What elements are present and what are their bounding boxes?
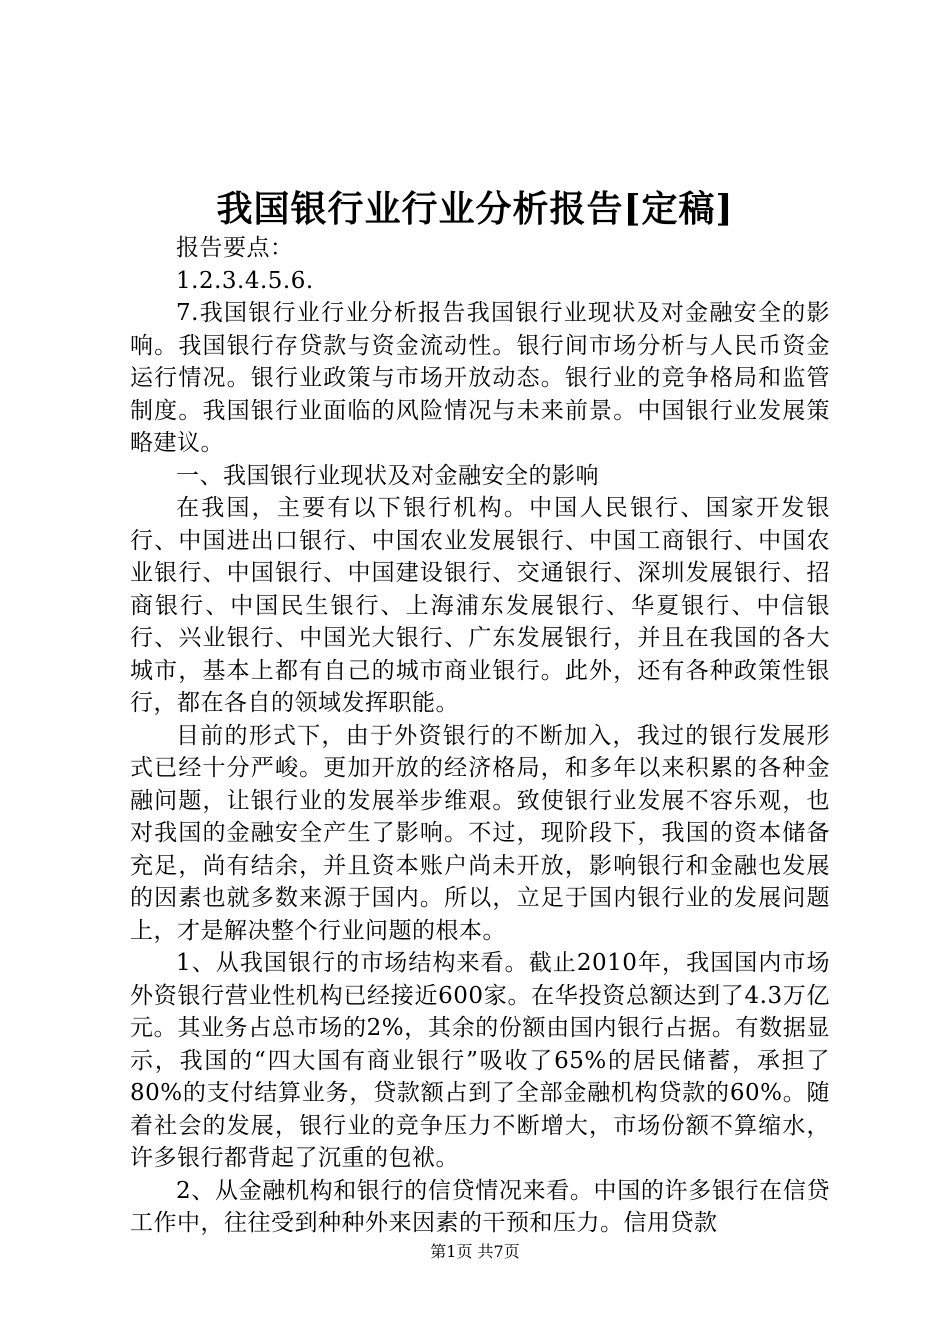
document-title: 我国银行业行业分析报告[定稿]: [216, 188, 734, 230]
paragraph-bank-institutions: 在我国，主要有以下银行机构。中国人民银行、国家开发银行、中国进出口银行、中国农业发展银行、中国工商银行、中国农业银行、中国银行、中国建设银行、交通银行、深圳发展银行、招商银行、中国民生银行、上海浦东发展银行、华夏银行、中信银行、兴业银行、中国光大银行、广东发展银行，并且在我国的各大城市，基本上都有自己的城市商业银行。此外，还有各种政策性银行，都在各自的领域发挥职能。: [130, 495, 830, 716]
page-footer: 第1页 共7页: [430, 1242, 520, 1261]
section-heading-1: 一、我国银行业现状及对金融安全的影响: [176, 462, 599, 489]
paragraph-summary: 7.我国银行业行业分析报告我国银行业现状及对金融安全的影响。我国银行存贷款与资金流动性。银行间市场分析与人民币资金运行情况。银行业政策与市场开放动态。银行业的竞争格局和监管制度。我国银行业面临的风险情况与未来前景。中国银行业发展策略建议。: [130, 300, 830, 456]
document-body: [130, 232, 830, 1240]
paragraph-market-structure: 1、从我国银行的市场结构来看。截止2010年，我国国内市场外资银行营业性机构已经接近600家。在华投资总额达到了4.3万亿元。其业务占总市场的2%，其余的份额由国内银行占据。有数据显示，我国的“四大国有商业银行”吸收了65%的居民储蓄，承担了80%的支付结算业务，贷款额占到了全部金融机构贷款的60%。随着社会的发展，银行业的竞争压力不断增大，市场份额不算缩水，许多银行都背起了沉重的包袱。: [130, 950, 830, 1171]
paragraph-current-situation: 目前的形式下，由于外资银行的不断加入，我过的银行发展形式已经十分严峻。更加开放的经济格局，和多年以来积累的各种金融问题，让银行业的发展举步维艰。致使银行业发展不容乐观，也对我国的金融安全产生了影响。不过，现阶段下，我国的资本储备充足，尚有结余，并且资本账户尚未开放，影响银行和金融也发展的因素也就多数来源于国内。所以，立足于国内银行业的发展问题上，才是解决整个行业问题的根本。: [130, 722, 830, 944]
paragraph-numbering: 1.2.3.4.5.6.: [176, 267, 314, 294]
paragraph-report-points: 报告要点：: [176, 235, 294, 261]
paragraph-credit-situation: 2、从金融机构和银行的信贷情况来看。中国的许多银行在信贷工作中，往往受到种种外来因素的干预和压力。信用贷款: [130, 1177, 830, 1236]
